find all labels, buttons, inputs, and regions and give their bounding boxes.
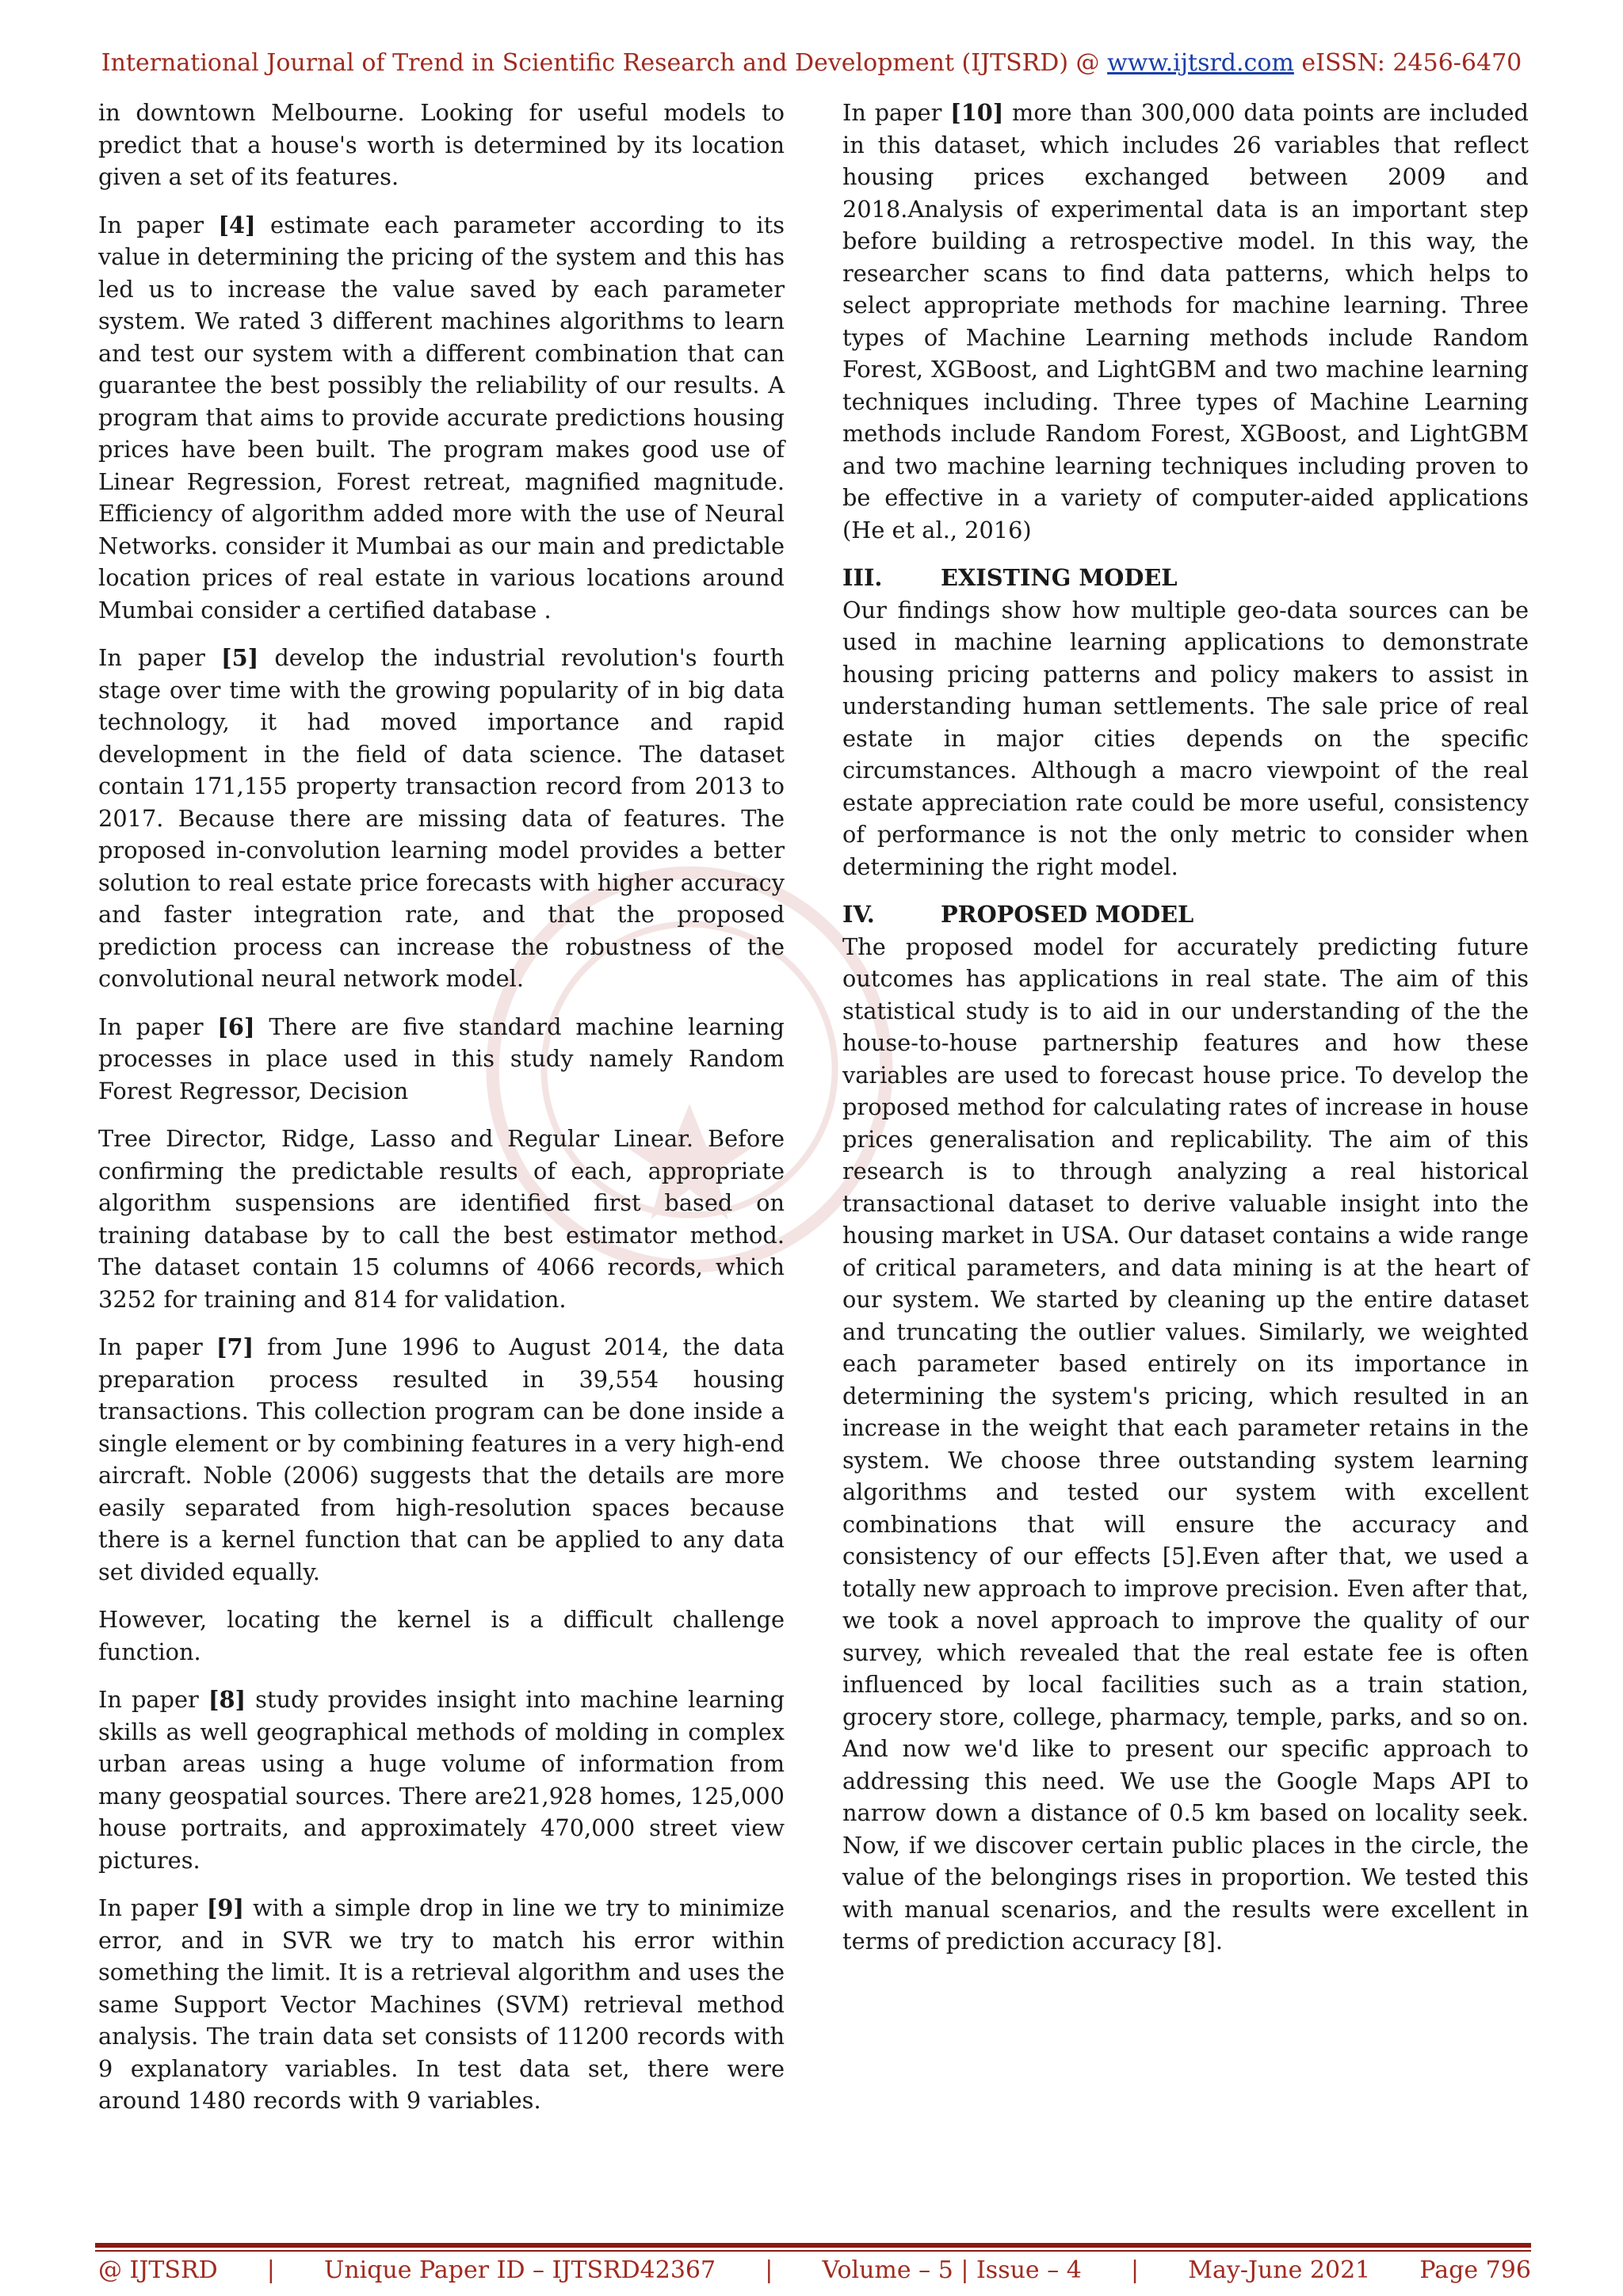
citation: [5] — [220, 644, 259, 671]
journal-title: International Journal of Trend in Scientific Research and Development (IJTSRD) @ — [101, 49, 1100, 77]
footer-rule — [95, 2243, 1531, 2248]
section-number: IV. — [842, 901, 875, 928]
paragraph: In paper [7] from June 1996 to August 2014, the data preparation process resulted in 39,554 housing transactions. This collection program can be done inside a single element or by combining features in a very high-end aircraft. Noble (2006) suggests that the details are more easily separated from high-resolution spaces because there is a kernel function that can be applied to any data set divided equally. — [98, 1333, 785, 1585]
footer-rule-thin — [95, 2250, 1531, 2252]
footer-date: May-June 2021 — [1188, 2256, 1371, 2284]
citation: [9] — [206, 1894, 245, 1921]
paragraph: However, locating the kernel is a difficult challenge function. — [98, 1606, 785, 1665]
page-header — [0, 49, 1623, 77]
paragraph: Our findings show how multiple geo-data sources can be used in machine learning applications to demonstrate housing pricing patterns and policy makers to assist in understanding human settlements. The sale price of real estate in major cities depends on the specific circumstances. Although a macro viewpoint of the real estate appreciation rate could be more useful, consistency of performance is not the only metric to consider when determining the right model. — [842, 596, 1529, 880]
citation: [4] — [218, 211, 256, 238]
paragraph: In paper [5] develop the industrial revolution's fourth stage over time with the growing popularity of in big data technology, it had moved importance and rapid development in the field of data science. The dataset contain 171,155 property transaction record from 2013 to 2017. Because there are missing data of features. The proposed in-convolution learning model provides a better solution to real estate price forecasts with higher accuracy and faster integration rate, and that the proposed prediction process can increase the robustness of the convolutional neural network model. — [98, 644, 785, 992]
citation: [8] — [208, 1686, 246, 1713]
paragraph: The proposed model for accurately predicting future outcomes has applications in real state. The aim of this statistical study is to aid in our understanding of the the house-to-house partnership features and how these variables are used to forecast house price. To develop the proposed method for calculating rates of increase in house prices generalisation and replicability. The aim of this research is to through analyzing a real historical transactional dataset to derive valuable insight into the housing market in USA. Our dataset contains a wide range of critical parameters, and data mining is at the heart of our system. We started by cleaning up the entire dataset and truncating the outlier values. Similarly, we weighted each parameter based entirely on its importance in determining the system's pricing, which resulted in an increase in the weight that each parameter retains in the system. We choose three outstanding system learning algorithms and tested our system with excellent combinations that will ensure the accuracy and consistency of our effects [5].Even after that, we used a totally new approach to improve precision. Even after that, we took a novel approach to improve the quality of our survey, which revealed that the real estate fee is often influenced by local facilities such as a train station, grocery store, college, pharmacy, temple, parks, and so on. And now we'd like to present our specific approach to addressing this need. We use the Google Maps API to narrow down a distance of 0.5 km based on locality seek. Now, if we discover certain public places in the circle, the value of the belongings rises in proportion. We tested this with manual scenarios, and the results were excellent in terms of prediction accuracy [8]. — [842, 933, 1529, 1955]
footer-separator: | — [1131, 2256, 1140, 2284]
footer-paper-id: Unique Paper ID – IJTSRD42367 — [324, 2256, 716, 2284]
section-number: III. — [842, 564, 883, 591]
paragraph: In paper [8] study provides insight into machine learning skills as well geographical methods of molding in complex urban areas using a huge volume of information from many geospatial sources. There are21,928 homes, 125,000 house portraits, and approximately 470,000 street view pictures. — [98, 1686, 785, 1874]
paragraph: In paper [10] more than 300,000 data points are included in this dataset, which includes 26 variables that reflect housing prices exchanged between 2009 and 2018.Analysis of experimental data is an important step before building a retrospective model. In this way, the researcher scans to find data patterns, which helps to select appropriate methods for machine learning. Three types of Machine Learning methods include Random Forest, XGBoost, and LightGBM and two machine learning techniques including. Three types of Machine Learning methods include Random Forest, XGBoost, and LightGBM and two machine learning techniques including proven to be effective in a variety of computer-aided applications (He et al., 2016) — [842, 99, 1529, 543]
left-column — [98, 97, 785, 2133]
paragraph: in downtown Melbourne. Looking for useful models to predict that a house's worth is determined by its location given a set of its features. — [98, 99, 785, 190]
citation: [6] — [217, 1013, 255, 1040]
section-title: PROPOSED MODEL — [941, 901, 1194, 928]
footer-org: @ IJTSRD — [98, 2256, 218, 2284]
footer-volume: Volume – 5 | Issue – 4 — [822, 2256, 1082, 2284]
paragraph: Tree Director, Ridge, Lasso and Regular Linear. Before confirming the predictable results of each, appropriate algorithm suspensions are identified first based on training database by to call the best estimator method. The dataset contain 15 columns of 4066 records, which 3252 for training and 814 for validation. — [98, 1125, 785, 1313]
issn: eISSN: 2456-6470 — [1301, 49, 1522, 77]
footer-separator: | — [765, 2256, 773, 2284]
page-footer — [98, 2256, 1531, 2284]
footer-page: Page 796 — [1419, 2256, 1531, 2284]
journal-url-link[interactable]: www.ijtsrd.com — [1107, 49, 1294, 77]
section-heading-proposed-model — [842, 898, 1529, 931]
paragraph: In paper [6] There are five standard machine learning processes in place used in this study namely Random Forest Regressor, Decision — [98, 1013, 785, 1104]
section-heading-existing-model — [842, 562, 1529, 594]
paragraph: In paper [9] with a simple drop in line we try to minimize error, and in SVR we try to match his error within something the limit. It is a retrieval algorithm and uses the same Support Vector Machines (SVM) retrieval method analysis. The train data set consists of 11200 records with 9 explanatory variables. In test data set, there were around 1480 records with 9 variables. — [98, 1894, 785, 2114]
section-title: EXISTING MODEL — [941, 564, 1178, 591]
right-column — [842, 97, 1529, 1974]
citation: [7] — [216, 1333, 254, 1360]
footer-separator: | — [266, 2256, 275, 2284]
citation: [10] — [950, 99, 1004, 126]
paragraph: In paper [4] estimate each parameter according to its value in determining the pricing of the system and this has led us to increase the value saved by each parameter system. We rated 3 different machines algorithms to learn and test our system with a different combination that can guarantee the best possibly the reliability of our results. A program that aims to provide accurate predictions housing prices have been built. The program makes good use of Linear Regression, Forest retreat, magnified magnitude. Efficiency of algorithm added more with the use of Neural Networks. consider it Mumbai as our main and predictable location prices of real estate in various locations around Mumbai consider a certified database . — [98, 211, 785, 624]
